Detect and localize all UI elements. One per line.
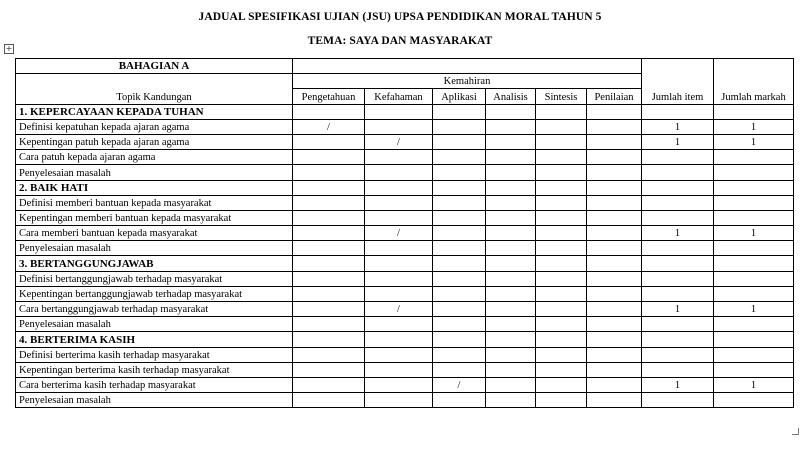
table-resize-handle-icon[interactable] [792, 428, 799, 435]
jsu-table [15, 58, 794, 408]
skill-header-kefahaman: Kefahaman [365, 89, 433, 104]
jumlah-item-cell [642, 286, 714, 301]
topic-cell: Definisi kepatuhan kepada ajaran agama [16, 119, 293, 134]
table-row [16, 347, 794, 362]
jumlah-item-cell: 1 [642, 377, 714, 392]
skill-header-sintesis: Sintesis [536, 89, 587, 104]
mark-cell-aplikasi [433, 317, 486, 332]
jumlah-item-cell [642, 150, 714, 165]
mark-cell-pengetahuan [293, 210, 365, 225]
empty-cell [433, 332, 486, 347]
mark-cell-aplikasi [433, 393, 486, 408]
mark-cell-sintesis [536, 165, 587, 180]
jumlah-item-cell: 1 [642, 302, 714, 317]
mark-cell-penilaian [587, 241, 642, 256]
mark-cell-analisis [486, 210, 536, 225]
mark-cell-penilaian [587, 347, 642, 362]
topic-cell: Penyelesaian masalah [16, 165, 293, 180]
mark-cell-kefahaman [365, 347, 433, 362]
mark-cell-analisis [486, 317, 536, 332]
empty-cell [587, 256, 642, 271]
mark-cell-pengetahuan [293, 226, 365, 241]
topic-cell: Kepentingan berterima kasih terhadap masyarakat [16, 362, 293, 377]
mark-cell-kefahaman [365, 150, 433, 165]
mark-cell-penilaian [587, 271, 642, 286]
mark-cell-pengetahuan [293, 286, 365, 301]
document-title: JADUAL SPESIFIKASI UJIAN (JSU) UPSA PENDIDIKAN MORAL TAHUN 5 [198, 11, 602, 23]
jumlah-markah-cell [714, 241, 794, 256]
jumlah-item-cell [642, 347, 714, 362]
mark-cell-sintesis [536, 286, 587, 301]
table-row [16, 134, 794, 149]
mark-cell-penilaian [587, 317, 642, 332]
mark-cell-penilaian [587, 195, 642, 210]
jumlah-item-cell: 1 [642, 226, 714, 241]
topic-cell: Penyelesaian masalah [16, 317, 293, 332]
mark-cell-penilaian [587, 165, 642, 180]
mark-cell-sintesis [536, 271, 587, 286]
mark-cell-sintesis [536, 226, 587, 241]
topik-kandungan-header: Topik Kandungan [16, 74, 293, 104]
mark-cell-kefahaman: / [365, 134, 433, 149]
mark-cell-sintesis [536, 134, 587, 149]
skill-header-penilaian: Penilaian [587, 89, 642, 104]
empty-cell [365, 332, 433, 347]
topic-cell: Kepentingan memberi bantuan kepada masyarakat [16, 210, 293, 225]
document-subtitle: TEMA: SAYA DAN MASYARAKAT [307, 35, 493, 47]
mark-cell-analisis [486, 377, 536, 392]
empty-cell [587, 180, 642, 195]
jumlah-markah-cell [714, 317, 794, 332]
topic-cell: Definisi bertanggungjawab terhadap masyarakat [16, 271, 293, 286]
table-row [16, 302, 794, 317]
mark-cell-analisis [486, 347, 536, 362]
jumlah-markah-cell: 1 [714, 226, 794, 241]
group-heading-row [16, 332, 794, 347]
jumlah-markah-cell [714, 150, 794, 165]
mark-cell-sintesis [536, 119, 587, 134]
mark-cell-kefahaman [365, 165, 433, 180]
jumlah-markah-cell: 1 [714, 302, 794, 317]
table-row [16, 317, 794, 332]
mark-cell-kefahaman: / [365, 226, 433, 241]
table-row [16, 271, 794, 286]
group-heading: 2. BAIK HATI [16, 180, 293, 195]
mark-cell-penilaian [587, 150, 642, 165]
group-heading-row [16, 104, 794, 119]
jumlah-item-cell [642, 271, 714, 286]
group-heading-row [16, 256, 794, 271]
jumlah-item-cell [642, 165, 714, 180]
jumlah-item-cell: 1 [642, 134, 714, 149]
jumlah-item-cell [642, 362, 714, 377]
mark-cell-pengetahuan [293, 377, 365, 392]
table-row [16, 377, 794, 392]
mark-cell-analisis [486, 362, 536, 377]
empty-cell [642, 180, 714, 195]
jumlah-markah-cell [714, 286, 794, 301]
mark-cell-aplikasi [433, 302, 486, 317]
mark-cell-penilaian [587, 286, 642, 301]
jumlah-markah-cell [714, 165, 794, 180]
mark-cell-aplikasi [433, 119, 486, 134]
empty-cell [642, 256, 714, 271]
mark-cell-aplikasi [433, 347, 486, 362]
mark-cell-analisis [486, 393, 536, 408]
table-row [16, 210, 794, 225]
jumlah-markah-cell: 1 [714, 119, 794, 134]
jumlah-item-cell [642, 210, 714, 225]
mark-cell-pengetahuan [293, 317, 365, 332]
table-row [16, 165, 794, 180]
mark-cell-kefahaman [365, 362, 433, 377]
mark-cell-kefahaman [365, 119, 433, 134]
table-row [16, 286, 794, 301]
section-header: BAHAGIAN A [16, 59, 293, 74]
mark-cell-kefahaman: / [365, 302, 433, 317]
topic-cell: Cara bertanggungjawab terhadap masyarakat [16, 302, 293, 317]
mark-cell-analisis [486, 226, 536, 241]
empty-cell [536, 180, 587, 195]
topic-cell: Kepentingan bertanggungjawab terhadap masyarakat [16, 286, 293, 301]
mark-cell-aplikasi [433, 210, 486, 225]
skill-header-pengetahuan: Pengetahuan [293, 89, 365, 104]
jumlah-markah-cell [714, 195, 794, 210]
empty-cell [587, 332, 642, 347]
table-row [16, 226, 794, 241]
mark-cell-aplikasi [433, 286, 486, 301]
mark-cell-kefahaman [365, 286, 433, 301]
empty-cell [293, 180, 365, 195]
table-row [16, 362, 794, 377]
mark-cell-pengetahuan [293, 195, 365, 210]
mark-cell-kefahaman [365, 271, 433, 286]
mark-cell-analisis [486, 271, 536, 286]
empty-cell [433, 256, 486, 271]
topic-cell: Cara memberi bantuan kepada masyarakat [16, 226, 293, 241]
jumlah-markah-cell: 1 [714, 134, 794, 149]
mark-cell-penilaian [587, 134, 642, 149]
jumlah-item-cell [642, 195, 714, 210]
skill-header-analisis: Analisis [486, 89, 536, 104]
group-heading: 3. BERTANGGUNGJAWAB [16, 256, 293, 271]
mark-cell-analisis [486, 195, 536, 210]
mark-cell-aplikasi [433, 165, 486, 180]
table-row [16, 393, 794, 408]
group-heading-row [16, 180, 794, 195]
jumlah-markah-cell [714, 210, 794, 225]
empty-cell [536, 332, 587, 347]
mark-cell-aplikasi: / [433, 377, 486, 392]
mark-cell-sintesis [536, 377, 587, 392]
skill-header-aplikasi: Aplikasi [433, 89, 486, 104]
mark-cell-analisis [486, 241, 536, 256]
mark-cell-aplikasi [433, 362, 486, 377]
empty-cell [486, 180, 536, 195]
empty-cell [293, 332, 365, 347]
empty-cell [365, 104, 433, 119]
mark-cell-sintesis [536, 302, 587, 317]
mark-cell-penilaian [587, 302, 642, 317]
mark-cell-pengetahuan [293, 362, 365, 377]
mark-cell-sintesis [536, 210, 587, 225]
empty-cell [486, 256, 536, 271]
mark-cell-penilaian [587, 210, 642, 225]
empty-cell [486, 104, 536, 119]
empty-cell [642, 332, 714, 347]
topic-cell: Definisi memberi bantuan kepada masyarakat [16, 195, 293, 210]
header-row-section [16, 59, 794, 74]
empty-cell [714, 180, 794, 195]
mark-cell-pengetahuan [293, 150, 365, 165]
mark-cell-penilaian [587, 377, 642, 392]
table-row [16, 195, 794, 210]
jumlah-item-cell: 1 [642, 119, 714, 134]
header-blank-cell [293, 59, 642, 74]
mark-cell-penilaian [587, 362, 642, 377]
mark-cell-sintesis [536, 393, 587, 408]
jumlah-item-cell [642, 393, 714, 408]
empty-cell [642, 104, 714, 119]
mark-cell-analisis [486, 134, 536, 149]
jumlah-item-cell [642, 241, 714, 256]
kemahiran-header: Kemahiran [293, 74, 642, 89]
mark-cell-kefahaman [365, 195, 433, 210]
mark-cell-aplikasi [433, 241, 486, 256]
mark-cell-sintesis [536, 347, 587, 362]
table-row [16, 241, 794, 256]
mark-cell-penilaian [587, 119, 642, 134]
empty-cell [714, 332, 794, 347]
mark-cell-analisis [486, 165, 536, 180]
empty-cell [293, 104, 365, 119]
table-row [16, 150, 794, 165]
jumlah-item-header: Jumlah item [642, 59, 714, 105]
jumlah-item-cell [642, 317, 714, 332]
mark-cell-sintesis [536, 150, 587, 165]
mark-cell-kefahaman [365, 317, 433, 332]
mark-cell-aplikasi [433, 226, 486, 241]
group-heading: 4. BERTERIMA KASIH [16, 332, 293, 347]
topic-cell: Cara berterima kasih terhadap masyarakat [16, 377, 293, 392]
mark-cell-pengetahuan [293, 241, 365, 256]
mark-cell-kefahaman [365, 210, 433, 225]
jumlah-markah-cell [714, 271, 794, 286]
empty-cell [365, 256, 433, 271]
jumlah-markah-header: Jumlah markah [714, 59, 794, 105]
mark-cell-aplikasi [433, 134, 486, 149]
mark-cell-penilaian [587, 393, 642, 408]
mark-cell-aplikasi [433, 195, 486, 210]
topic-cell: Kepentingan patuh kepada ajaran agama [16, 134, 293, 149]
jumlah-markah-cell: 1 [714, 377, 794, 392]
mark-cell-kefahaman [365, 241, 433, 256]
empty-cell [536, 104, 587, 119]
mark-cell-analisis [486, 150, 536, 165]
mark-cell-sintesis [536, 241, 587, 256]
mark-cell-kefahaman [365, 377, 433, 392]
mark-cell-kefahaman [365, 393, 433, 408]
jumlah-markah-cell [714, 393, 794, 408]
empty-cell [433, 104, 486, 119]
empty-cell [365, 180, 433, 195]
mark-cell-sintesis [536, 195, 587, 210]
mark-cell-sintesis [536, 362, 587, 377]
jumlah-markah-cell [714, 362, 794, 377]
mark-cell-analisis [486, 302, 536, 317]
mark-cell-pengetahuan [293, 134, 365, 149]
mark-cell-pengetahuan [293, 347, 365, 362]
empty-cell [293, 256, 365, 271]
topic-cell: Cara patuh kepada ajaran agama [16, 150, 293, 165]
topic-cell: Penyelesaian masalah [16, 393, 293, 408]
topic-cell: Penyelesaian masalah [16, 241, 293, 256]
empty-cell [536, 256, 587, 271]
table-row [16, 119, 794, 134]
empty-cell [433, 180, 486, 195]
mark-cell-sintesis [536, 317, 587, 332]
empty-cell [714, 256, 794, 271]
mark-cell-pengetahuan: / [293, 119, 365, 134]
jumlah-markah-cell [714, 347, 794, 362]
group-heading: 1. KEPERCAYAAN KEPADA TUHAN [16, 104, 293, 119]
mark-cell-pengetahuan [293, 271, 365, 286]
mark-cell-pengetahuan [293, 302, 365, 317]
mark-cell-pengetahuan [293, 393, 365, 408]
mark-cell-analisis [486, 286, 536, 301]
empty-cell [486, 332, 536, 347]
topic-cell: Definisi berterima kasih terhadap masyarakat [16, 347, 293, 362]
mark-cell-pengetahuan [293, 165, 365, 180]
empty-cell [587, 104, 642, 119]
mark-cell-aplikasi [433, 150, 486, 165]
empty-cell [714, 104, 794, 119]
mark-cell-analisis [486, 119, 536, 134]
table-move-handle-icon[interactable]: + [5, 44, 13, 53]
mark-cell-penilaian [587, 226, 642, 241]
mark-cell-aplikasi [433, 271, 486, 286]
